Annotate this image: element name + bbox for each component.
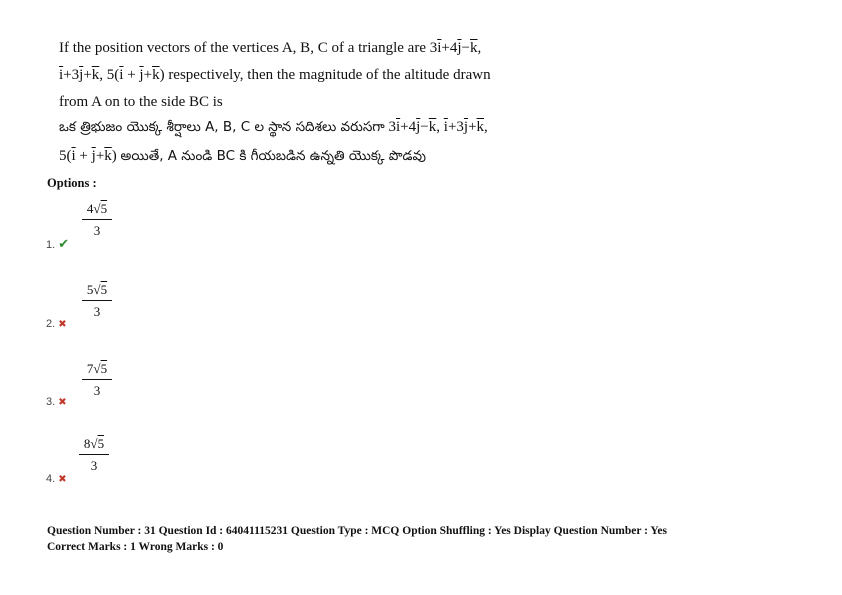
question-text-2: respectively, then the magnitude of the altitude drawn xyxy=(168,67,491,83)
question-meta: Question Number : 31 Question Id : 64041115231 Question Type : MCQ Option Shuffling : Yes Display Question Number : Yes xyxy=(47,525,668,537)
marks-meta: Correct Marks : 1 Wrong Marks : 0 xyxy=(47,541,224,553)
question-line-1: If the position vectors of the vertices A, B, C of a triangle are $3\overline{i}+4\overline{j}-\overline{k}$, xyxy=(59,40,482,56)
option-3-fraction[interactable]: $\frac{7√5}{3}$ xyxy=(82,361,112,399)
option-4-label: 4. ✖ xyxy=(46,473,67,485)
option-2-fraction[interactable]: $\frac{5√5}{3}$ xyxy=(82,282,112,320)
question-line-3: from A on to the side BC is xyxy=(59,94,223,110)
options-label: Options : xyxy=(47,176,97,190)
question-text-1: If the position vectors of the vertices A, B, C of a triangle are xyxy=(59,40,430,56)
option-1-label: 1. ✔ xyxy=(46,236,70,251)
option-4-fraction[interactable]: $\frac{8√5}{3}$ xyxy=(79,436,109,474)
telugu-text-2: అయితే, A నుండి BC కి గీయబడిన ఉన్నతి యొక్క పొడవు xyxy=(120,148,426,164)
cross-icon: ✖ xyxy=(58,397,67,408)
cross-icon: ✖ xyxy=(58,319,67,330)
cross-icon: ✖ xyxy=(58,474,67,485)
telugu-text-1: ఒక త్రిభుజం యొక్క శీర్షాలు A, B, C ల స్థాన సదిశలు వరుసగా xyxy=(59,119,385,135)
question-line-2: $\overline{i}+3\overline{j}+\overline{k}$, $5(\overline{i} + \overline{j}+\overline{k})$ respectively, then the magnitude of the altitude drawn xyxy=(59,67,491,83)
question-telugu-line-1: ఒక త్రిభుజం యొక్క శీర్షాలు A, B, C ల స్థాన సదిశలు వరుసగా $3\overline{i}+4\overline{j}-\overline{k}$, $\overline{i}+3\overline{j}+\overline{k}$, xyxy=(59,119,488,135)
option-2-label: 2. ✖ xyxy=(46,318,67,330)
question-telugu-line-2: $5(\overline{i} + \overline{j}+\overline{k})$ అయితే, A నుండి BC కి గీయబడిన ఉన్నతి యొక్క పొడవు xyxy=(59,148,426,164)
option-1-fraction[interactable]: $\frac{4√5}{3}$ xyxy=(82,201,112,239)
option-3-label: 3. ✖ xyxy=(46,396,67,408)
check-icon: ✔ xyxy=(58,236,70,251)
